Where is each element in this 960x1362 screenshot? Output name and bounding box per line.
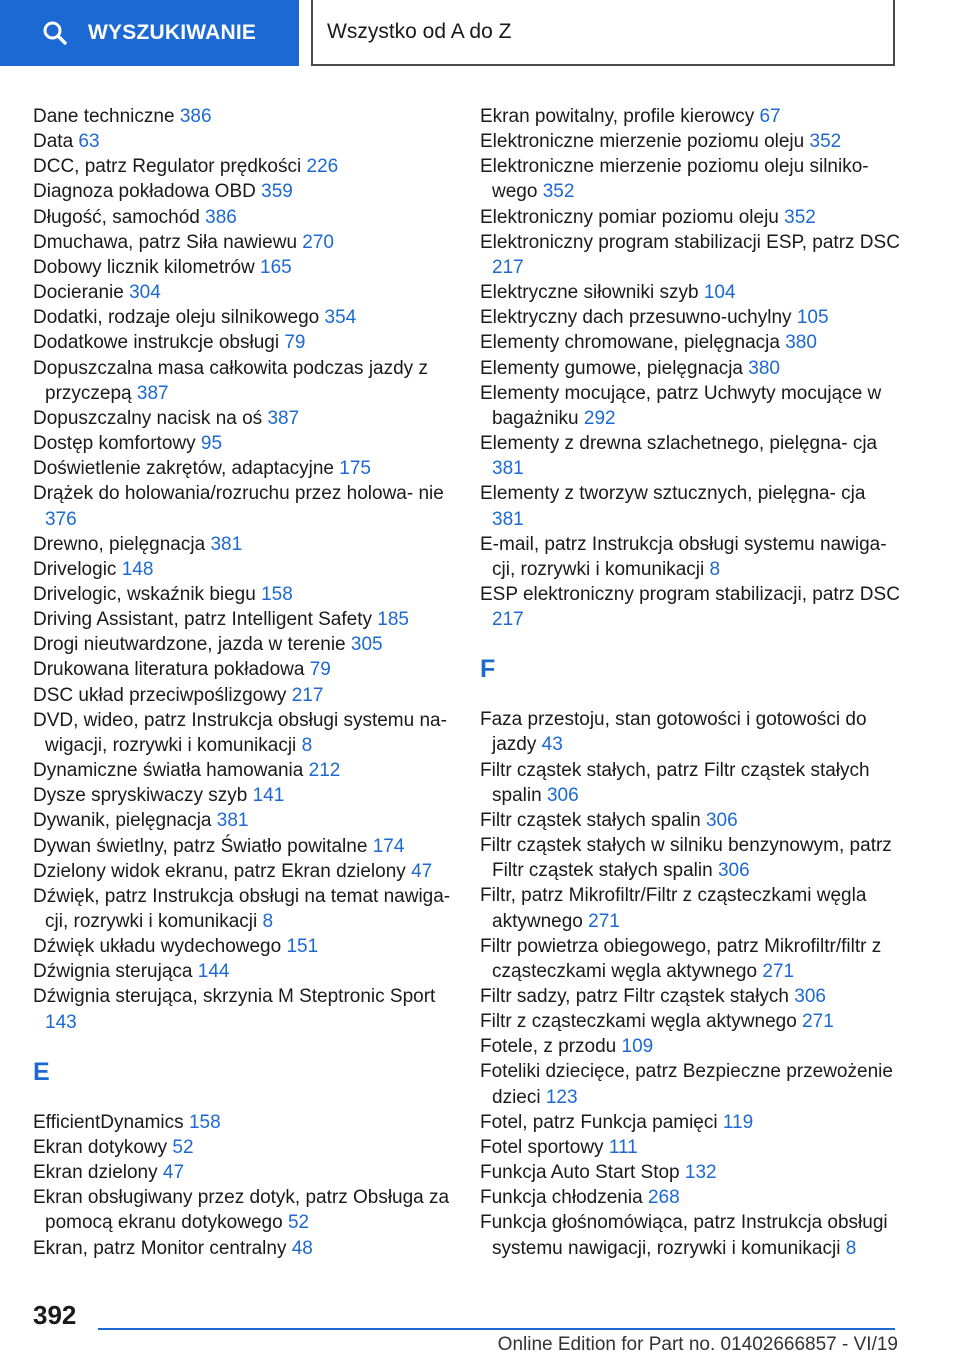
page-reference-link[interactable]: 158 <box>188 1111 221 1133</box>
index-entry-text: Dostęp komfortowy <box>33 433 196 455</box>
index-entry-text: Dźwięk, patrz Instrukcja obsługi na temat nawiga- cji, rozrywki i komunikacji <box>33 885 451 932</box>
index-entry <box>480 808 900 833</box>
index-entry <box>33 859 453 884</box>
page-reference-link[interactable]: 144 <box>197 961 230 983</box>
index-entry-text: Elektroniczne mierzenie poziomu oleju <box>480 131 805 153</box>
index-entry <box>33 532 453 557</box>
page-reference-link[interactable]: 63 <box>78 131 100 153</box>
index-entry <box>33 708 453 758</box>
index-entry <box>33 884 453 934</box>
index-entry-text: Dzielony widok ekranu, patrz Ekran dzielony <box>33 860 406 882</box>
page-reference-link[interactable]: 386 <box>179 106 212 127</box>
index-entry <box>480 1185 900 1210</box>
page-reference-link[interactable]: 8 <box>709 558 721 580</box>
index-entry <box>480 1034 900 1059</box>
page-reference-link[interactable]: 386 <box>205 206 237 228</box>
index-entry-text: Dźwięk układu wydechowego <box>33 936 282 958</box>
page-reference-link[interactable]: 387 <box>136 382 169 404</box>
index-entry <box>480 707 900 757</box>
index-entry-text: Filtr, patrz Mikrofiltr/Filtr z cząsteczkami węgla aktywnego <box>480 885 867 932</box>
index-entry-text: Driving Assistant, patrz Intelligent Safety <box>33 609 372 631</box>
page-reference-link[interactable]: 271 <box>802 1011 834 1033</box>
index-entry-text: Elektroniczne mierzenie poziomu oleju silniko- wego <box>480 156 869 203</box>
index-entry <box>480 1110 900 1135</box>
page-reference-link[interactable]: 380 <box>748 357 780 379</box>
page-reference-link[interactable]: 304 <box>129 282 161 304</box>
page-reference-link[interactable]: 359 <box>261 181 293 203</box>
index-entry-text: Elektroniczny program stabilizacji ESP, patrz DSC <box>480 231 900 253</box>
index-entry <box>480 1059 900 1109</box>
top-navigation <box>0 0 960 66</box>
index-entry <box>480 305 900 330</box>
page-reference-link[interactable]: 306 <box>546 784 579 806</box>
page-reference-link[interactable]: 52 <box>172 1136 194 1158</box>
search-button-label: WYSZUKIWANIE <box>88 21 257 44</box>
index-entry <box>33 406 453 431</box>
index-entry <box>480 883 900 933</box>
index-entry-text: Doświetlenie zakrętów, adaptacyjne <box>33 458 335 480</box>
index-entry-text: ESP elektroniczny program stabilizacji, patrz DSC <box>480 583 900 605</box>
index-entry <box>480 582 900 632</box>
index-entry <box>33 557 453 582</box>
index-entry <box>480 481 900 531</box>
index-entry <box>33 984 453 1034</box>
index-entry <box>480 154 900 204</box>
page-reference-link[interactable]: 354 <box>324 307 357 329</box>
index-entry <box>480 356 900 381</box>
page-reference-link[interactable]: 119 <box>722 1111 754 1133</box>
index-entry <box>480 1210 900 1260</box>
index-entry <box>33 959 453 984</box>
page-reference-link[interactable]: 48 <box>291 1237 313 1259</box>
index-entry-text: Dźwignia sterująca <box>33 961 193 983</box>
index-entry <box>33 607 453 632</box>
tab-a-to-z-label: Wszystko od A do Z <box>327 20 512 43</box>
index-entry <box>33 205 453 230</box>
page-reference-link[interactable]: 8 <box>301 734 313 756</box>
index-entry <box>33 230 453 255</box>
page-reference-link[interactable]: 8 <box>845 1237 857 1259</box>
index-entry-text: Dywan świetlny, patrz Światło powitalne <box>33 835 368 857</box>
index-entry <box>480 984 900 1009</box>
index-entry <box>33 582 453 607</box>
page-reference-link[interactable]: 381 <box>216 810 249 832</box>
index-entry-text: Dopuszczalna masa całkowita podczas jazdy z przyczepą <box>33 357 428 404</box>
page-reference-link[interactable]: 105 <box>796 307 829 329</box>
page-reference-link[interactable]: 217 <box>492 256 524 278</box>
index-entry <box>480 330 900 355</box>
index-entry-text: Funkcja głośnomówiąca, patrz Instrukcja obsługi systemu nawigacji, rozrywki i komunikacji <box>480 1212 888 1259</box>
page-reference-link[interactable]: 47 <box>162 1162 185 1184</box>
index-entry <box>480 1009 900 1034</box>
index-entry-text: Dopuszczalny nacisk na oś <box>33 407 263 429</box>
index-entry-text: EfficientDynamics <box>33 1111 184 1133</box>
page-reference-link[interactable]: 305 <box>350 634 383 656</box>
index-entry <box>480 934 900 984</box>
index-entry-text: Elementy z tworzyw sztucznych, pielęgna- cja <box>480 483 866 505</box>
index-entry <box>33 356 453 406</box>
index-entry <box>480 230 900 280</box>
index-entry <box>33 154 453 179</box>
index-entry-text: Filtr z cząsteczkami węgla aktywnego <box>480 1011 797 1033</box>
index-entry-text: Funkcja Auto Start Stop <box>480 1162 680 1184</box>
index-entry-text: Dysze spryskiwaczy szyb <box>33 785 248 807</box>
index-entry <box>33 1135 453 1160</box>
index-entry <box>480 129 900 154</box>
page-reference-link[interactable]: 306 <box>794 986 826 1007</box>
index-entry <box>33 934 453 959</box>
page-reference-link[interactable]: 387 <box>267 407 300 429</box>
index-entry-text: Dmuchawa, patrz Siła nawiewu <box>33 231 298 253</box>
page-reference-link[interactable]: 271 <box>762 960 795 982</box>
page-number: 392 <box>33 1300 77 1330</box>
index-entry <box>33 129 453 154</box>
index-entry <box>480 205 900 230</box>
index-entry-text: Elementy mocujące, patrz Uchwyty mocujące w bagażniku <box>480 382 882 429</box>
page-reference-link[interactable]: 43 <box>541 734 563 756</box>
index-entry-text: Filtr cząstek stałych spalin <box>480 809 701 831</box>
index-entry-text: Ekran powitalny, profile kierowcy <box>480 106 755 127</box>
search-icon <box>42 20 68 46</box>
page-reference-link[interactable]: 381 <box>210 533 243 555</box>
index-entry-text: Elektryczne siłowniki szyb <box>480 282 699 304</box>
page-reference-link[interactable]: 185 <box>377 609 409 631</box>
page-reference-link[interactable]: 8 <box>262 911 274 932</box>
page-reference-link[interactable]: 151 <box>286 936 319 958</box>
footer-divider <box>98 1328 895 1330</box>
page-reference-link[interactable]: 79 <box>309 659 331 681</box>
index-entry-text: Dywanik, pielęgnacja <box>33 810 212 832</box>
index-entry <box>33 280 453 305</box>
section-letter-heading: E <box>33 1057 50 1086</box>
index-entry <box>480 431 900 481</box>
page-reference-link[interactable]: 148 <box>121 558 154 580</box>
page-reference-link[interactable]: 67 <box>759 106 781 127</box>
page-reference-link[interactable]: 123 <box>545 1086 578 1108</box>
index-entry <box>480 104 900 129</box>
page-reference-link[interactable]: 174 <box>372 835 405 857</box>
page-reference-link[interactable]: 141 <box>252 785 285 807</box>
index-entry <box>33 834 453 859</box>
index-entry-text: Dynamiczne światła hamowania <box>33 760 304 782</box>
index-entry-text: Drążek do holowania/rozruchu przez holowa- nie <box>33 483 444 505</box>
index-entry-text: Ekran obsługiwany przez dotyk, patrz Obsługa za pomocą ekranu dotykowego <box>33 1187 450 1234</box>
index-entry-text: Fotel sportowy <box>480 1136 604 1158</box>
edition-note: Online Edition for Part no. 01402666857 - VI/19 <box>497 1334 898 1355</box>
tab-a-to-z[interactable] <box>311 0 895 66</box>
index-entry <box>33 758 453 783</box>
index-entry-text: Ekran dzielony <box>33 1162 158 1184</box>
page-reference-link[interactable]: 376 <box>45 508 77 530</box>
index-entry <box>480 1135 900 1160</box>
index-entry <box>33 104 453 129</box>
page-reference-link[interactable]: 226 <box>306 156 339 178</box>
page-reference-link[interactable]: 352 <box>542 181 575 203</box>
index-entry-text: Ekran, patrz Monitor centralny <box>33 1237 287 1259</box>
index-entry-text: Elementy gumowe, pielęgnacja <box>480 357 743 379</box>
search-button[interactable] <box>0 0 299 66</box>
index-entry-text: Fotel, patrz Funkcja pamięci <box>480 1111 718 1133</box>
page-reference-link[interactable]: 352 <box>809 131 842 153</box>
page-reference-link[interactable]: 47 <box>411 860 433 882</box>
index-entry <box>480 381 900 431</box>
index-entry <box>480 758 900 808</box>
index-entry <box>33 305 453 330</box>
page-reference-link[interactable]: 380 <box>785 332 817 354</box>
index-entry-text: Diagnoza pokładowa OBD <box>33 181 256 203</box>
index-entry <box>33 632 453 657</box>
page-reference-link[interactable]: 132 <box>684 1162 717 1184</box>
page-reference-link[interactable]: 352 <box>784 206 816 228</box>
index-column-left <box>33 104 453 1261</box>
index-entry-text: Elementy chromowane, pielęgnacja <box>480 332 780 354</box>
index-entry <box>33 481 453 531</box>
index-entry <box>480 280 900 305</box>
index-entry <box>33 683 453 708</box>
index-entry <box>33 1185 453 1235</box>
page-reference-link[interactable]: 306 <box>705 809 738 831</box>
page-reference-link[interactable]: 158 <box>261 583 293 605</box>
index-entry <box>33 255 453 280</box>
index-entry-text: Faza przestoju, stan gotowości i gotowości do jazdy <box>480 709 867 756</box>
page-reference-link[interactable]: 79 <box>284 332 306 354</box>
index-entry <box>33 808 453 833</box>
index-entry <box>480 833 900 883</box>
section-letter-heading: F <box>480 655 496 684</box>
page-reference-link[interactable]: 109 <box>621 1036 654 1058</box>
page-reference-link[interactable]: 175 <box>339 458 371 480</box>
index-entry-text: Filtr cząstek stałych w silniku benzynowym, patrz Filtr cząstek stałych spalin <box>480 835 892 882</box>
index-entry <box>33 456 453 481</box>
index-entry-text: Elementy z drewna szlachetnego, pielęgna- cja <box>480 433 878 455</box>
page-reference-link[interactable]: 217 <box>291 684 324 706</box>
page-reference-link[interactable]: 95 <box>200 433 223 455</box>
index-entry-text: Elektroniczny pomiar poziomu oleju <box>480 206 779 228</box>
index-entry-text: Fotele, z przodu <box>480 1036 617 1058</box>
index-entry-text: Dodatki, rodzaje oleju silnikowego <box>33 307 320 329</box>
page-reference-link[interactable]: 104 <box>703 282 736 304</box>
index-entry-text: DCC, patrz Regulator prędkości <box>33 156 302 178</box>
index-entry-text: Długość, samochód <box>33 206 200 228</box>
index-entry-text: Filtr sadzy, patrz Filtr cząstek stałych <box>480 986 789 1007</box>
index-entry <box>33 783 453 808</box>
index-entry <box>33 1160 453 1185</box>
index-entry-text: Data <box>33 131 74 153</box>
index-entry-text: DSC układ przeciwpoślizgowy <box>33 684 287 706</box>
index-entry-text: Ekran dotykowy <box>33 1136 168 1158</box>
index-entry-text: Dodatkowe instrukcje obsługi <box>33 332 280 354</box>
index-entry <box>33 330 453 355</box>
index-entry-text: Filtr cząstek stałych, patrz Filtr cząstek stałych spalin <box>480 759 870 806</box>
index-entry-text: Drivelogic <box>33 558 117 580</box>
index-entry-text: Dźwignia sterująca, skrzynia M Steptronic Sport <box>33 986 436 1008</box>
page-reference-link[interactable]: 111 <box>608 1136 638 1158</box>
page-reference-link[interactable]: 143 <box>45 1011 77 1033</box>
index-entry <box>33 431 453 456</box>
page-reference-link[interactable]: 271 <box>588 910 620 932</box>
index-entry-text: Filtr powietrza obiegowego, patrz Mikrofiltr/filtr z cząsteczkami węgla aktywnego <box>480 935 882 982</box>
index-entry-text: Docieranie <box>33 282 124 304</box>
index-entry-text: Funkcja chłodzenia <box>480 1187 643 1209</box>
index-entry <box>33 657 453 682</box>
index-entry-text: Drewno, pielęgnacja <box>33 533 206 555</box>
index-entry-text: Drukowana literatura pokładowa <box>33 659 305 681</box>
page-reference-link[interactable]: 217 <box>492 609 524 631</box>
index-entry <box>33 1110 453 1135</box>
index-entry-text: Elektryczny dach przesuwno-uchylny <box>480 307 792 329</box>
index-entry <box>480 1160 900 1185</box>
index-column-right <box>480 104 900 1261</box>
page-reference-link[interactable]: 306 <box>717 860 750 882</box>
page-reference-link[interactable]: 52 <box>287 1212 310 1234</box>
index-entry <box>33 179 453 204</box>
index-entry-text: Foteliki dziecięce, patrz Bezpieczne przewożenie dzieci <box>480 1061 893 1108</box>
page-reference-link[interactable]: 381 <box>492 458 524 480</box>
index-entry-text: Dane techniczne <box>33 106 175 127</box>
index-entry-text: DVD, wideo, patrz Instrukcja obsługi systemu na- wigacji, rozrywki i komunikacji <box>33 709 447 756</box>
index-entry <box>480 532 900 582</box>
page-reference-link[interactable]: 381 <box>492 508 524 530</box>
index-entry <box>33 1236 453 1261</box>
index-entry-text: Dobowy licznik kilometrów <box>33 256 255 278</box>
index-entry-text: E-mail, patrz Instrukcja obsługi systemu nawiga- cji, rozrywki i komunikacji <box>480 533 887 580</box>
page-reference-link[interactable]: 165 <box>260 256 292 278</box>
page-reference-link[interactable]: 270 <box>302 231 334 253</box>
page-reference-link[interactable]: 212 <box>308 760 341 782</box>
index-entry-text: Drogi nieutwardzone, jazda w terenie <box>33 634 346 656</box>
index-entry-text: Drivelogic, wskaźnik biegu <box>33 583 256 605</box>
page-reference-link[interactable]: 268 <box>647 1187 680 1209</box>
page-reference-link[interactable]: 292 <box>583 407 616 429</box>
